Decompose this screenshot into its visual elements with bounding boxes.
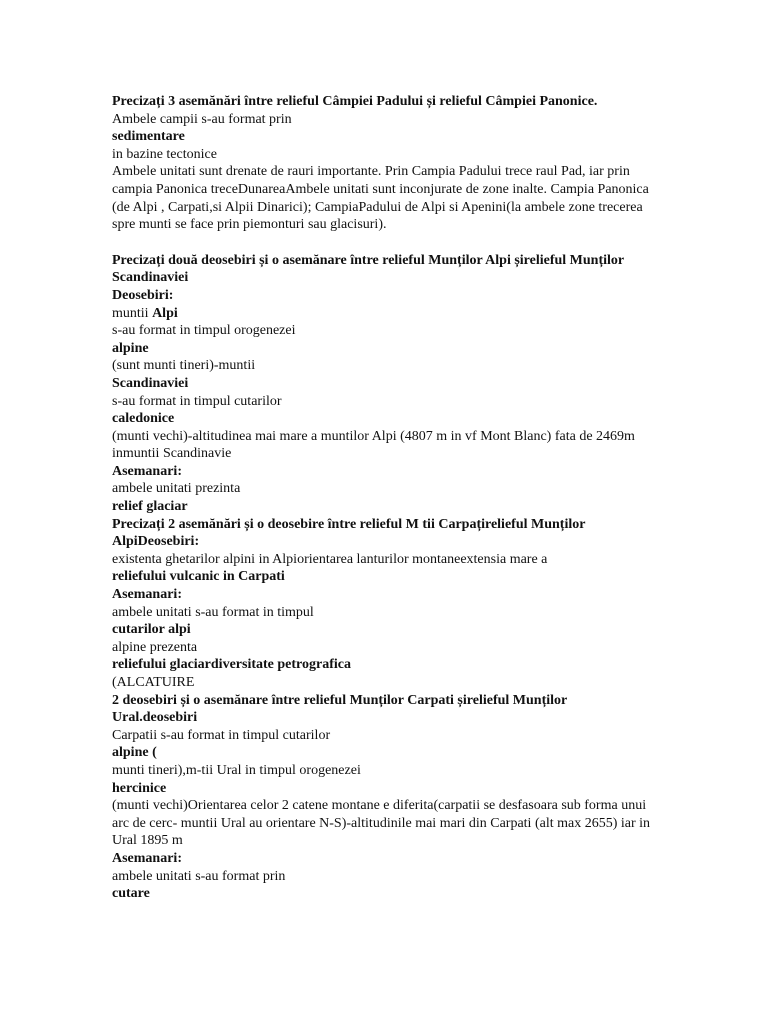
text-line: ambele unitati prezinta [112, 481, 241, 497]
text-line [112, 305, 652, 323]
bold-heading-line: cutare [112, 886, 150, 902]
paragraph-gap [112, 234, 652, 252]
text-line: ambele unitati s-au format in timpul [112, 604, 314, 620]
bold-heading-line: Asemanari: [112, 463, 182, 479]
bold-heading-line: Asemanari: [112, 587, 182, 603]
text-line: s-au format in timpul cutarilor [112, 393, 282, 409]
text-line: (ALCATUIRE [112, 675, 195, 690]
text-fragment: Alpi [152, 305, 178, 321]
bold-heading-line: alpine [112, 340, 149, 356]
text-line: (munti vechi)-altitudinea mai mare a muntilor Alpi (4807 m in vf Mont Blanc) fata de 2469m inmuntii Scandinavie [112, 428, 635, 462]
bold-heading-line: sedimentare [112, 129, 185, 145]
bold-heading-line: alpine ( [112, 745, 157, 761]
text-fragment: muntii [112, 305, 153, 321]
text-line: existenta ghetarilor alpini in Alpiorientarea lanturilor montaneextensia mare a [112, 551, 548, 567]
bold-heading-line: reliefului vulcanic in Carpati [112, 569, 285, 585]
text-line: alpine prezenta [112, 639, 198, 655]
bold-heading-line: Scandinaviei [112, 375, 189, 391]
bold-heading-line: Deosebiri: [112, 287, 174, 303]
bold-heading-line: hercinice [112, 780, 167, 796]
bold-heading-line: reliefului glaciardiversitate petrografica [112, 657, 351, 673]
bold-heading-line: Asemanari: [112, 850, 182, 866]
bold-heading-line: cutarilor alpi [112, 622, 191, 638]
bold-heading-line: caledonice [112, 411, 175, 427]
text-line: Ambele campii s-au format prin [112, 111, 292, 127]
text-line: Ambele unitati sunt drenate de rauri importante. Prin Campia Padului trece raul Pad, iar prin campia Panonica treceDunareaAmbele unitati sunt inconjurate de zone inalte. Campia Panonica (de Alpi , Carpati,si Alpii Dinarici); CampiaPadului de Alpi si Apenini(la ambele zone trecerea spre munti se face prin piemonturi sau glacisuri). [112, 164, 649, 233]
text-line: Carpatii s-au format in timpul cutarilor [112, 727, 331, 743]
text-line: (sunt munti tineri)-muntii [112, 358, 256, 374]
bold-heading-line: Precizați două deosebiri și o asemănare între relieful Munților Alpi șirelieful Munților Scandinaviei [112, 252, 624, 286]
bold-heading-line: Precizați 2 asemănări și o deosebire între relieful M tii Carpațirelieful Munților AlpiDeosebiri: [112, 516, 586, 550]
bold-heading-line: relief glaciar [112, 499, 188, 515]
text-line: ambele unitati s-au format prin [112, 868, 286, 884]
text-line: munti tineri),m-tii Ural in timpul orogenezei [112, 762, 361, 778]
text-line: (munti vechi)Orientarea celor 2 catene montane e diferita(carpatii se desfasoara sub forma unui arc de cerc- muntii Ural au orientare N-S)-altitudinile mai mari din Carpati (alt max 2655) iar in Ural 1895 m [112, 798, 651, 849]
bold-heading-line: 2 deosebiri și o asemănare între relieful Munților Carpati șirelieful Munților Ural.deosebiri [112, 692, 567, 726]
text-line: s-au format in timpul orogenezei [112, 323, 296, 339]
bold-heading-line: Precizați 3 asemănări între relieful Câmpiei Padului și relieful Câmpiei Panonice. [112, 94, 598, 109]
text-line: in bazine tectonice [112, 146, 217, 162]
document-body [112, 93, 652, 903]
